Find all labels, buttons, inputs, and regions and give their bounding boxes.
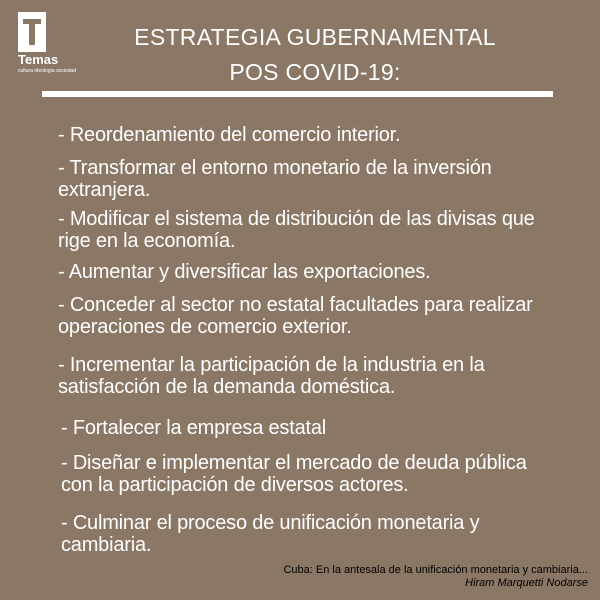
list-item: - Culminar el proceso de unificación monetaria y cambiaria. [61,512,480,556]
list-item: - Aumentar y diversificar las exportaciones. [58,261,431,283]
list-item: - Modificar el sistema de distribución de las divisas que rige en la economía. [58,208,535,252]
list-item: - Transformar el entorno monetario de la inversión extranjera. [58,157,492,201]
title-line-2: POS COVID-19: [229,59,401,85]
list-item: - Diseñar e implementar el mercado de deuda pública con la participación de diversos actores. [61,452,527,496]
list-item: - Fortalecer la empresa estatal [61,417,327,439]
list-item: - Reordenamiento del comercio interior. [58,124,401,146]
source-caption [283,564,588,590]
list-item: - Conceder al sector no estatal facultades para realizar operaciones de comercio exterior. [58,294,533,338]
title-line-1: ESTRATEGIA GUBERNAMENTAL [134,24,496,50]
list-item: - Incrementar la participación de la industria en la satisfacción de la demanda doméstica. [58,354,485,398]
logo-tagline: cultura ideología sociedad [18,68,77,74]
source-article: Cuba: En la antesala de la unificación monetaria y cambiaria... [283,564,588,576]
logo-wordmark: Temas [18,52,59,67]
source-author: Hiram Marquetti Nodarse [465,577,588,589]
